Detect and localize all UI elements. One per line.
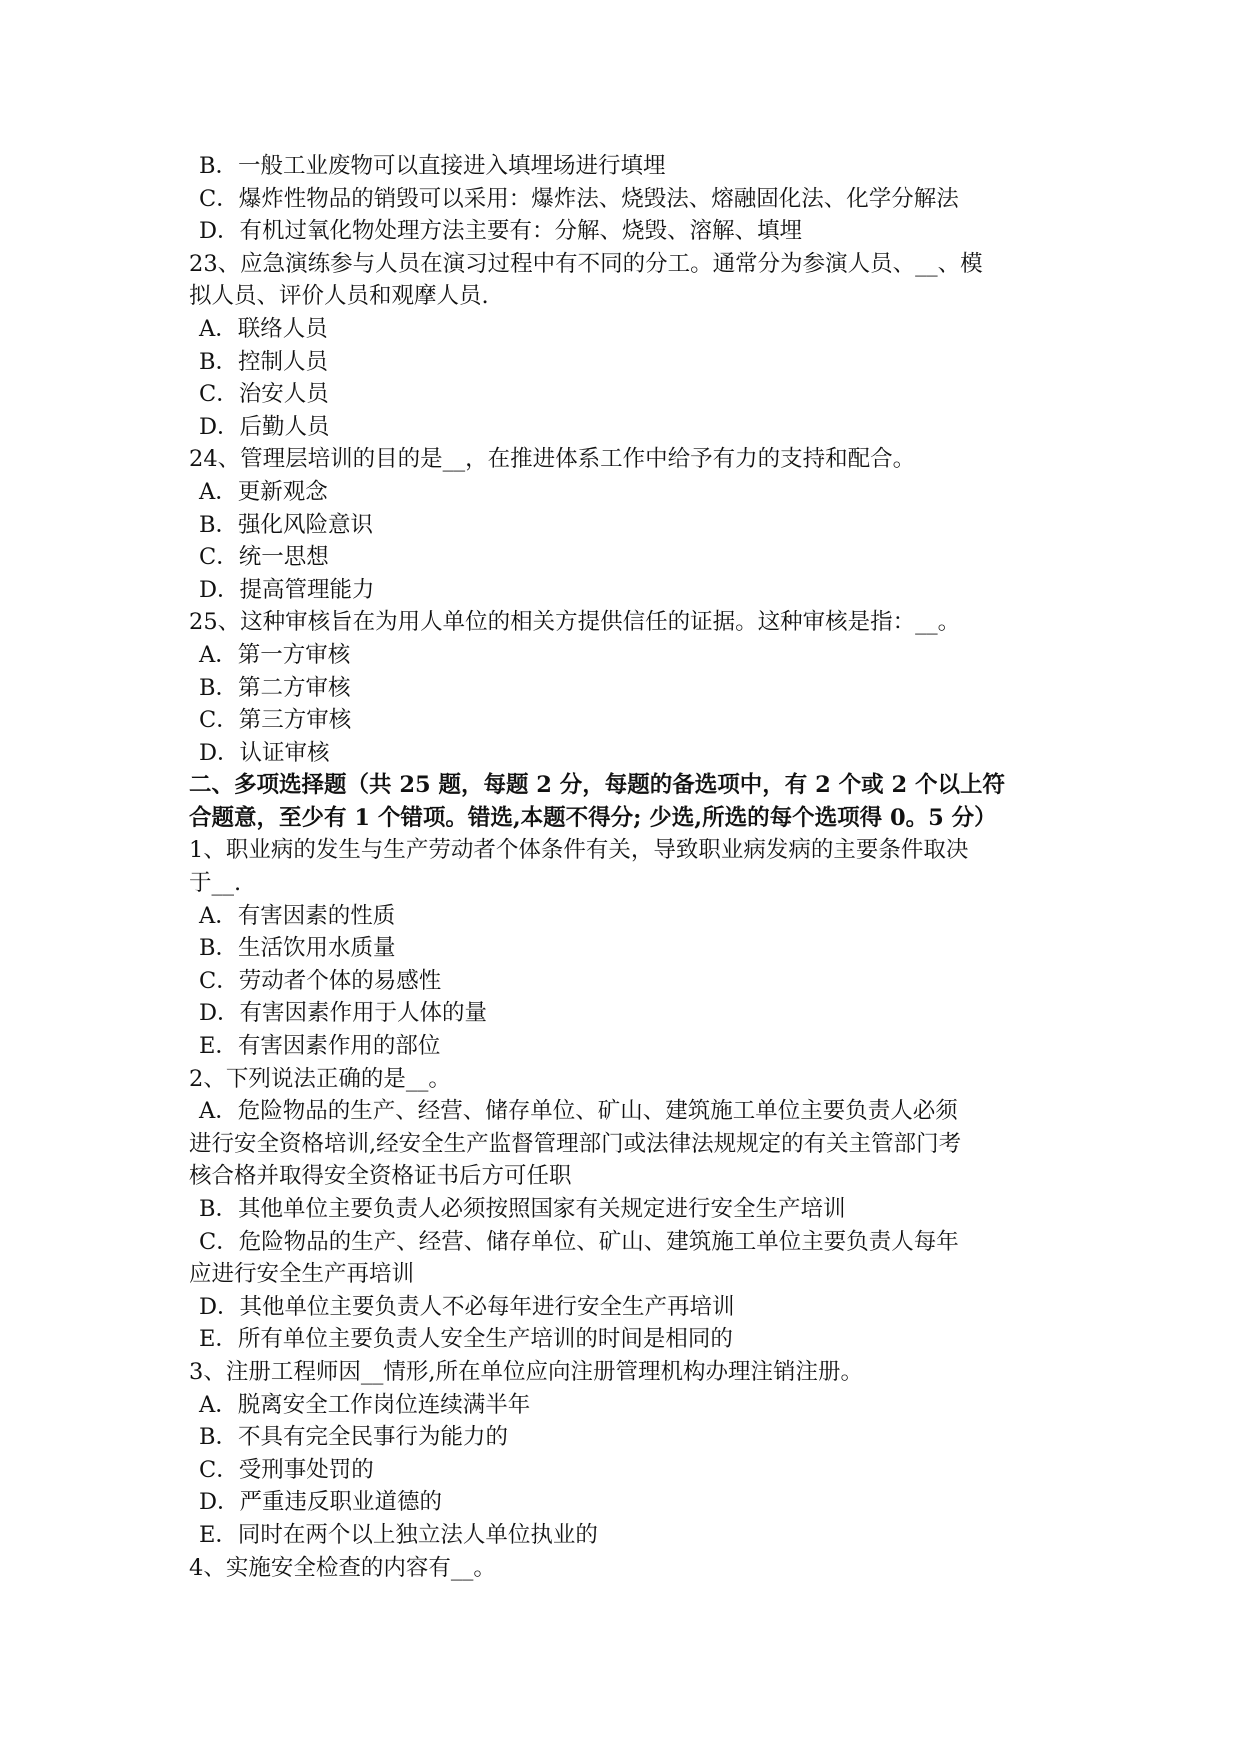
question-line: 核合格并取得安全资格证书后方可任职 <box>189 1163 572 1190</box>
option-line: E．同时在两个以上独立法人单位执业的 <box>199 1521 598 1548</box>
option-line: A．更新观念 <box>199 478 328 505</box>
option-line: B．其他单位主要负责人必须按照国家有关规定进行安全生产培训 <box>199 1196 846 1222</box>
question-line: 2、下列说法正确的是__。 <box>189 1065 451 1092</box>
option-line: D．后勤人员 <box>199 413 330 440</box>
option-line: D．其他单位主要负责人不必每年进行安全生产再培训 <box>199 1293 735 1320</box>
section-heading: 二、多项选择题（共 25 题，每题 2 分，每题的备选项中，有 2 个或 2 个以上符 <box>189 772 1005 799</box>
option-line: D．提高管理能力 <box>199 576 375 603</box>
option-line: B．控制人员 <box>199 348 329 375</box>
option-line: A．联络人员 <box>199 315 328 342</box>
option-line: C．受刑事处罚的 <box>199 1456 374 1483</box>
exam-text-body <box>189 150 1069 1584</box>
option-line: C．统一思想 <box>199 544 329 571</box>
option-line: A．有害因素的性质 <box>199 902 396 929</box>
option-line: A．危险物品的生产、经营、储存单位、矿山、建筑施工单位主要负责人必须 <box>199 1098 958 1125</box>
question-line: 进行安全资格培训,经安全生产监督管理部门或法律法规规定的有关主管部门考 <box>189 1130 962 1157</box>
option-line: A．第一方审核 <box>199 641 351 668</box>
option-line: B．第二方审核 <box>199 674 351 701</box>
option-line: D．有害因素作用于人体的量 <box>199 1000 488 1027</box>
question-line: 23、应急演练参与人员在演习过程中有不同的分工。通常分为参演人员、__、模 <box>189 250 983 277</box>
option-line: C．治安人员 <box>199 381 329 408</box>
question-line: 应进行安全生产再培训 <box>189 1261 415 1288</box>
option-line: C．劳动者个体的易感性 <box>199 967 442 994</box>
question-line: 25、这种审核旨在为用人单位的相关方提供信任的证据。这种审核是指：__。 <box>189 609 961 636</box>
option-line: D．认证审核 <box>199 739 330 766</box>
option-line: B．一般工业废物可以直接进入填埋场进行填埋 <box>199 153 666 179</box>
option-line: D．严重违反职业道德的 <box>199 1489 443 1516</box>
option-line: A．脱离安全工作岗位连续满半年 <box>199 1391 531 1418</box>
option-line: C．危险物品的生产、经营、储存单位、矿山、建筑施工单位主要负责人每年 <box>199 1228 959 1255</box>
question-line: 1、职业病的发生与生产劳动者个体条件有关，导致职业病发病的主要条件取决 <box>189 837 969 864</box>
option-line: B．强化风险意识 <box>199 511 374 538</box>
option-line: E．所有单位主要负责人安全生产培训的时间是相同的 <box>199 1326 733 1353</box>
question-line: 拟人员、评价人员和观摩人员. <box>189 283 489 310</box>
section-heading: 合题意，至少有 1 个错项。错选,本题不得分; 少选,所选的每个选项得 0。5 分） <box>189 804 997 831</box>
question-line: 于__. <box>189 870 242 897</box>
question-line: 3、注册工程师因__情形,所在单位应向注册管理机构办理注销注册。 <box>189 1358 863 1385</box>
question-line: 24、管理层培训的目的是__，在推进体系工作中给予有力的支持和配合。 <box>189 446 916 473</box>
option-line: E．有害因素作用的部位 <box>199 1033 441 1060</box>
question-line: 4、实施安全检查的内容有__。 <box>189 1554 496 1581</box>
option-line: B．生活饮用水质量 <box>199 935 396 962</box>
option-line: C．爆炸性物品的销毁可以采用：爆炸法、烧毁法、熔融固化法、化学分解法 <box>199 185 959 212</box>
option-line: C．第三方审核 <box>199 707 352 734</box>
option-line: B．不具有完全民事行为能力的 <box>199 1424 509 1451</box>
option-line: D．有机过氧化物处理方法主要有：分解、烧毁、溶解、填埋 <box>199 218 803 245</box>
document-page <box>189 150 1069 1584</box>
